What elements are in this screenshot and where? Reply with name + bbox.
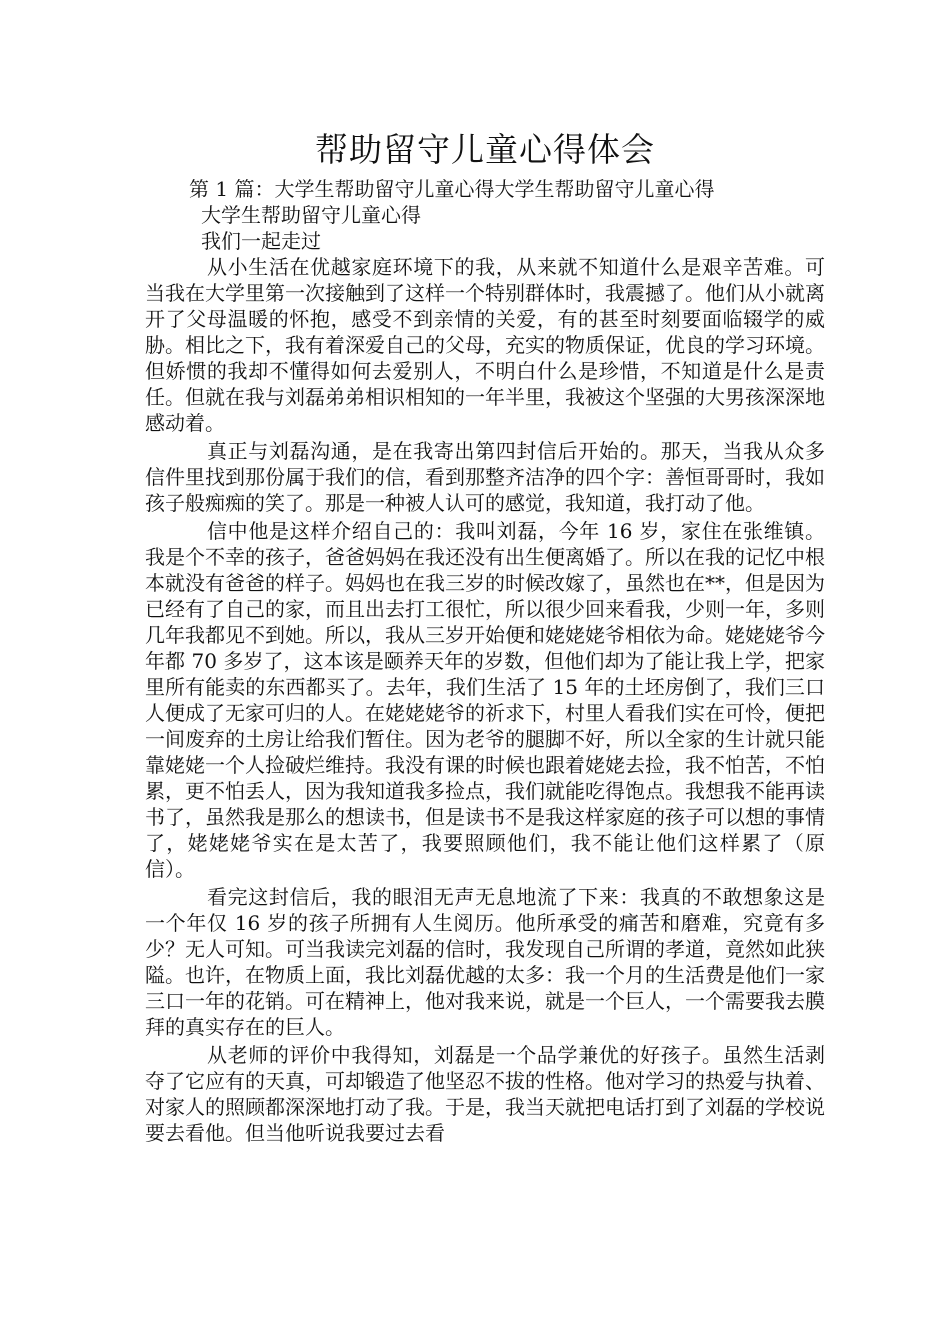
body-paragraph-3: 信中他是这样介绍自己的：我叫刘磊，今年 16 岁，家住在张维镇。我是个不幸的孩子，爸爸妈妈在我还没有出生便离婚了。所以在我的记忆中根本就没有爸爸的样子。妈妈也在我三岁的时候改嫁了，虽然也在**，但是因为已经有了自己的家，而且出去打工很忙，所以很少回来看我，少则一年，多则几年我都见不到她。所以，我从三岁开始便和姥姥姥爷相依为命。姥姥姥爷今年都 70 多岁了，这本该是颐养天年的岁数，但他们却为了能让我上学，把家里所有能卖的东西都买了。去年，我们生活了 15 年的土坯房倒了，我们三口人便成了无家可归的人。在姥姥姥爷的祈求下，村里人看我们实在可怜，便把一间废弃的土房让给我们暂住。因为老爷的腿脚不好，所以全家的生计就只能靠姥姥一个人捡破烂维持。我没有课的时候也跟着姥姥去捡，我不怕苦，不怕累，更不怕丢人，因为我知道我多捡点，我们就能吃得饱点。我想我不能再读书了，虽然我是那么的想读书，但是读书不是我这样家庭的孩子可以想的事情了，姥姥姥爷实在是太苦了，我要照顾他们，我不能让他们这样累了（原信）。	[145, 519, 825, 881]
subheading-1: 大学生帮助留守儿童心得	[201, 203, 421, 227]
document-page	[145, 128, 825, 1148]
body-paragraph-4: 看完这封信后，我的眼泪无声无息地流了下来：我真的不敢想象这是一个年仅 16 岁的孩子所拥有人生阅历。他所承受的痛苦和磨难，究竟有多少？无人可知。可当我读完刘磊的信时，我发现自己所谓的孝道，竟然如此狭隘。也许，在物质上面，我比刘磊优越的太多：我一个月的生活费是他们一家三口一年的花销。可在精神上，他对我来说，就是一个巨人，一个需要我去膜拜的真实存在的巨人。	[145, 885, 825, 1039]
document-title: 帮助留守儿童心得体会	[315, 130, 655, 169]
subheading-2: 我们一起走过	[201, 229, 321, 253]
body-paragraph-2: 真正与刘磊沟通，是在我寄出第四封信后开始的。那天，当我从众多信件里找到那份属于我们的信，看到那整齐洁净的四个字：善恒哥哥时，我如孩子般痴痴的笑了。那是一种被人认可的感觉，我知道，我打动了他。	[145, 439, 825, 515]
body-paragraph-1: 从小生活在优越家庭环境下的我，从来就不知道什么是艰辛苦难。可当我在大学里第一次接触到了这样一个特别群体时，我震撼了。他们从小就离开了父母温暖的怀抱，感受不到亲情的关爱，有的甚至时刻要面临辍学的威胁。相比之下，我有着深爱自己的父母，充实的物质保证，优良的学习环境。但娇惯的我却不懂得如何去爱别人，不明白什么是珍惜，不知道是什么是责任。但就在我与刘磊弟弟相识相知的一年半里，我被这个坚强的大男孩深深地感动着。	[145, 255, 825, 435]
chapter-heading: 第 1 篇：大学生帮助留守儿童心得大学生帮助留守儿童心得	[189, 177, 715, 201]
body-paragraph-5: 从老师的评价中我得知，刘磊是一个品学兼优的好孩子。虽然生活剥夺了它应有的天真，可却锻造了他坚忍不拔的性格。他对学习的热爱与执着、对家人的照顾都深深地打动了我。于是，我当天就把电话打到了刘磊的学校说要去看他。但当他听说我要过去看	[145, 1043, 825, 1145]
